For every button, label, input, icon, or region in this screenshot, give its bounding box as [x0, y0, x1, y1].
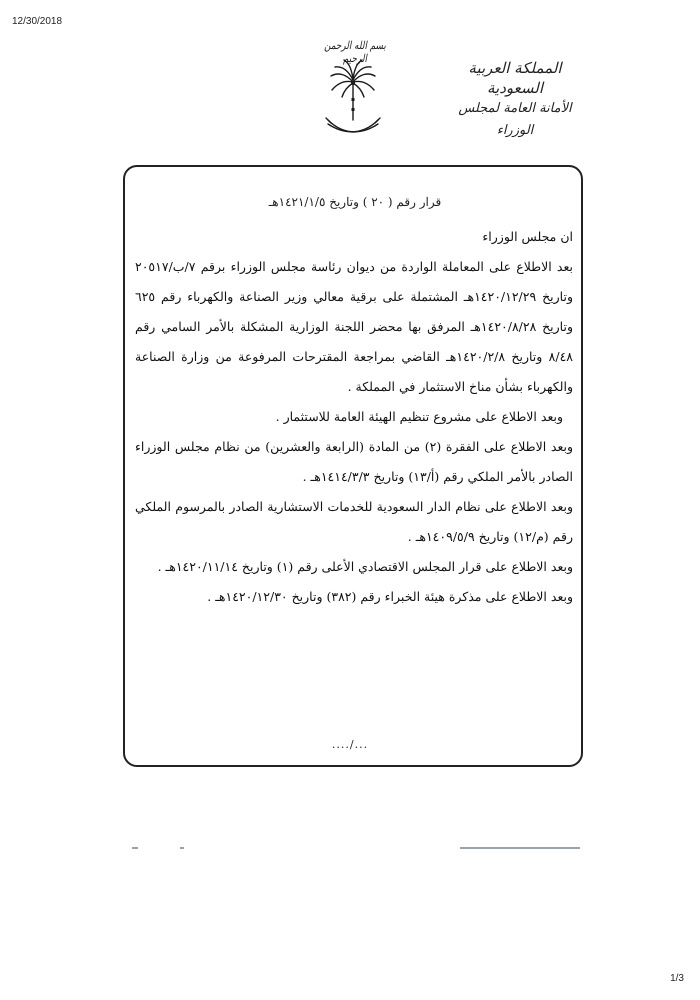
footer-scan-marks — [120, 845, 590, 855]
body-paragraph: وبعد الاطلاع على مذكرة هيئة الخبراء رقم (٣٨٢) وتاريخ ١٤٢٠/١٢/٣٠هـ . — [207, 589, 573, 604]
basmala: بسم الله الرحمن الرحيم — [324, 39, 386, 65]
continued-marker: ..../... — [331, 738, 369, 751]
scan-mark — [132, 847, 138, 849]
body-paragraph: وبعد الاطلاع على الفقرة (٢) من المادة (الرابعة والعشرين) من نظام مجلس الوزراء الصادر بالأمر الملكي رقم (أ/١٣) وتاريخ ١٤١٤/٣/٣هـ . — [135, 439, 574, 484]
kingdom-name: المملكة العربية السعودية — [468, 59, 562, 97]
body-paragraph: بعد الاطلاع على المعاملة الواردة من ديوان رئاسة مجلس الوزراء برقم ٧/ب/٢٠٥١٧ وتاريخ ١٤٢٠/١٢/٢٩هـ المشتملة على برقية معالي وزير الصناعة والكهرباء رقم ٦٢٥ وتاريخ ١٤٢٠/٨/٢٨هـ المرفق بها محضر اللجنة الوزارية المشكلة بالأمر السامي رقم ٨/٤٨ وتاريخ ١٤٢٠/٢/٨هـ القاضي بمراجعة المقترحات المرفوعة من وزارة الصناعة والكهرباء بشأن مناخ الاستثمار في المملكة . — [135, 259, 573, 394]
palm-and-swords-icon — [322, 58, 384, 144]
document-body — [135, 222, 573, 612]
body-paragraph: وبعد الاطلاع على قرار المجلس الاقتصادي الأعلى رقم (١) وتاريخ ١٤٢٠/١١/١٤هـ . — [157, 559, 573, 574]
scan-mark — [180, 847, 184, 849]
print-date: 12/30/2018 — [12, 16, 63, 27]
decree-number-line: قرار رقم ( ٢٠ ) وتاريخ ١٤٢١/١/٥هـ — [268, 195, 442, 209]
council-opening: ان مجلس الوزراء — [482, 229, 573, 244]
page-number: 1/3 — [670, 973, 684, 984]
body-paragraph: وبعد الاطلاع على مشروع تنظيم الهيئة العامة للاستثمار . — [275, 409, 563, 424]
body-paragraph: وبعد الاطلاع على نظام الدار السعودية للخدمات الاستشارية الصادر بالمرسوم الملكي رقم (م/١٢) وتاريخ ١٤٠٩/٥/٩هـ . — [135, 499, 573, 544]
scan-mark — [460, 847, 580, 849]
secretariat-name: الأمانة العامة لمجلس الوزراء — [458, 101, 572, 138]
letterhead — [440, 58, 590, 142]
